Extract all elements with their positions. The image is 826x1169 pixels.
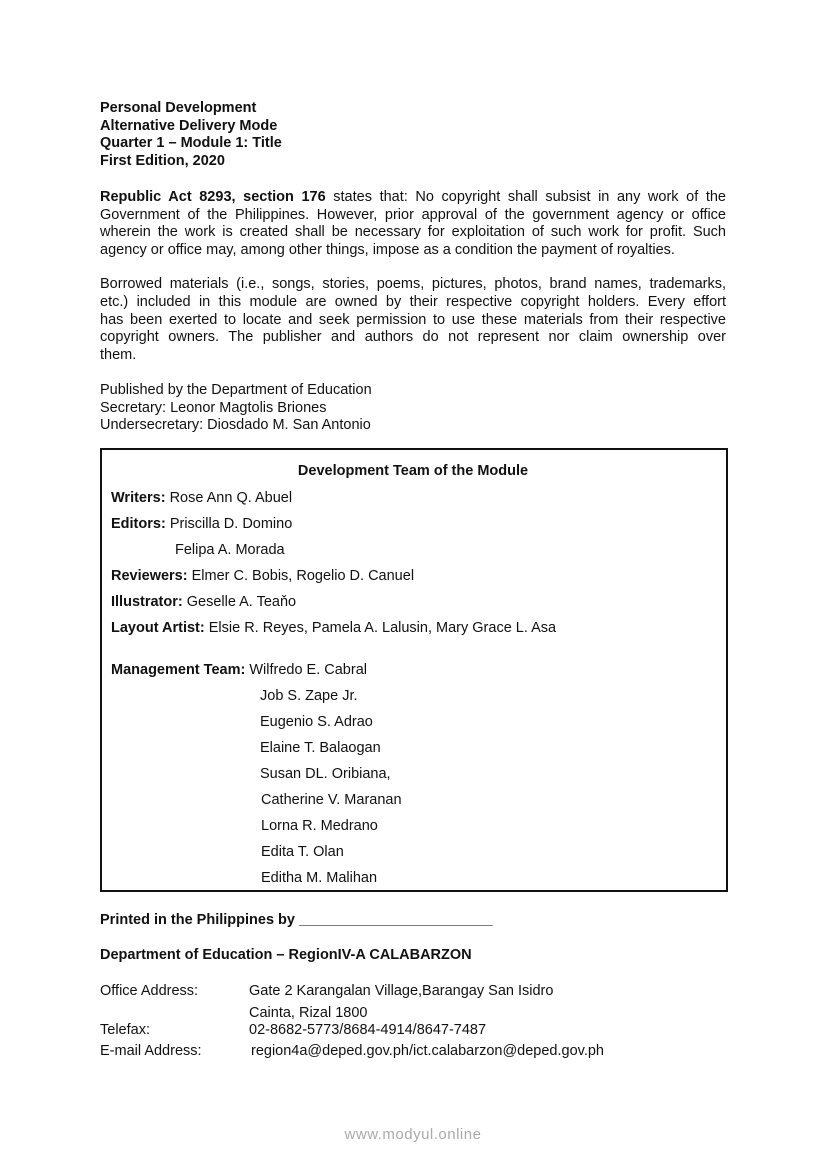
office-address-line: Gate 2 Karangalan Village,Barangay San Isidro: [249, 983, 554, 999]
management-label: Management Team:: [111, 662, 246, 678]
publisher-line: Published by the Department of Education: [100, 382, 372, 398]
secretary-line: Secretary: Leonor Magtolis Briones: [100, 400, 327, 416]
copyright-line: agency or office may, among other things, impose as a condition the payment of royalties.: [100, 242, 675, 258]
office-address-line: Cainta, Rizal 1800: [249, 1005, 368, 1021]
management-member: Elaine T. Balaogan: [260, 740, 381, 756]
printed-by: Printed in the Philippines by ________________________: [100, 912, 493, 928]
borrowed-line: copyright owners. The publisher and authors do not represent nor claim ownership over: [100, 329, 726, 345]
editors-row: [111, 515, 292, 533]
layout-artist-row: [111, 619, 556, 637]
module-title: Quarter 1 – Module 1: Title: [100, 135, 282, 151]
management-member: Editha M. Malihan: [261, 870, 378, 886]
law-reference: Republic Act 8293, section 176: [100, 189, 326, 205]
management-member: Wilfredo E. Cabral: [249, 662, 367, 678]
borrowed-line: Borrowed materials (i.e., songs, stories, poems, pictures, photos, brand names, trademarks,: [100, 276, 726, 292]
layout-artist-value: Elsie R. Reyes, Pamela A. Lalusin, Mary Grace L. Asa: [208, 620, 557, 636]
watermark: www.modyul.online: [344, 1126, 482, 1143]
copyright-line: Government of the Philippines. However, prior approval of the government agency or office: [100, 207, 726, 223]
borrowed-line: etc.) included in this module are owned by their respective copyright holders. Every effort: [100, 294, 726, 310]
layout-artist-label: Layout Artist:: [111, 620, 205, 636]
management-member: Catherine V. Maranan: [261, 792, 402, 808]
copyright-line: wherein the work is created shall be necessary for exploitation of such work for profit. Such: [100, 224, 726, 240]
telefax-value: 02-8682-5773/8684-4914/8647-7487: [249, 1022, 487, 1038]
illustrator-label: Illustrator:: [111, 594, 183, 610]
management-member: Lorna R. Medrano: [261, 818, 378, 834]
reviewers-label: Reviewers:: [111, 568, 188, 584]
reviewers-row: [111, 567, 414, 585]
borrowed-line: has been exerted to locate and seek permission to use these materials from their respective: [100, 312, 726, 328]
writers-label: Writers:: [111, 490, 166, 506]
management-member: Eugenio S. Adrao: [260, 714, 373, 730]
email-label: E-mail Address:: [100, 1043, 202, 1059]
copyright-line: [100, 188, 726, 206]
telefax-label: Telefax:: [100, 1022, 150, 1038]
illustrator-row: [111, 593, 296, 611]
copyright-text: states that: No copyright shall subsist in any work of the: [325, 189, 726, 205]
writers-row: [111, 489, 292, 507]
management-row: [111, 661, 367, 679]
undersecretary-line: Undersecretary: Diosdado M. San Antonio: [100, 417, 371, 433]
management-member: Susan DL. Oribiana,: [260, 766, 391, 782]
editor-name: Priscilla D. Domino: [169, 516, 293, 532]
editors-label: Editors:: [111, 516, 166, 532]
team-title: Development Team of the Module: [297, 463, 529, 479]
editor-name: Felipa A. Morada: [175, 542, 285, 558]
office-address-label: Office Address:: [100, 983, 199, 999]
borrowed-line: them.: [100, 347, 137, 363]
reviewers-value: Elmer C. Bobis, Rogelio D. Canuel: [191, 568, 415, 584]
edition: First Edition, 2020: [100, 153, 225, 169]
writers-value: Rose Ann Q. Abuel: [169, 490, 293, 506]
delivery-mode: Alternative Delivery Mode: [100, 118, 278, 134]
subject-title: Personal Development: [100, 100, 257, 116]
email-value: region4a@deped.gov.ph/ict.calabarzon@deped.gov.ph: [251, 1043, 604, 1059]
management-member: Edita T. Olan: [261, 844, 344, 860]
management-member: Job S. Zape Jr.: [260, 688, 358, 704]
region-heading: Department of Education – RegionIV-A CALABARZON: [100, 947, 472, 963]
illustrator-value: Geselle A. Teaňo: [186, 594, 297, 610]
